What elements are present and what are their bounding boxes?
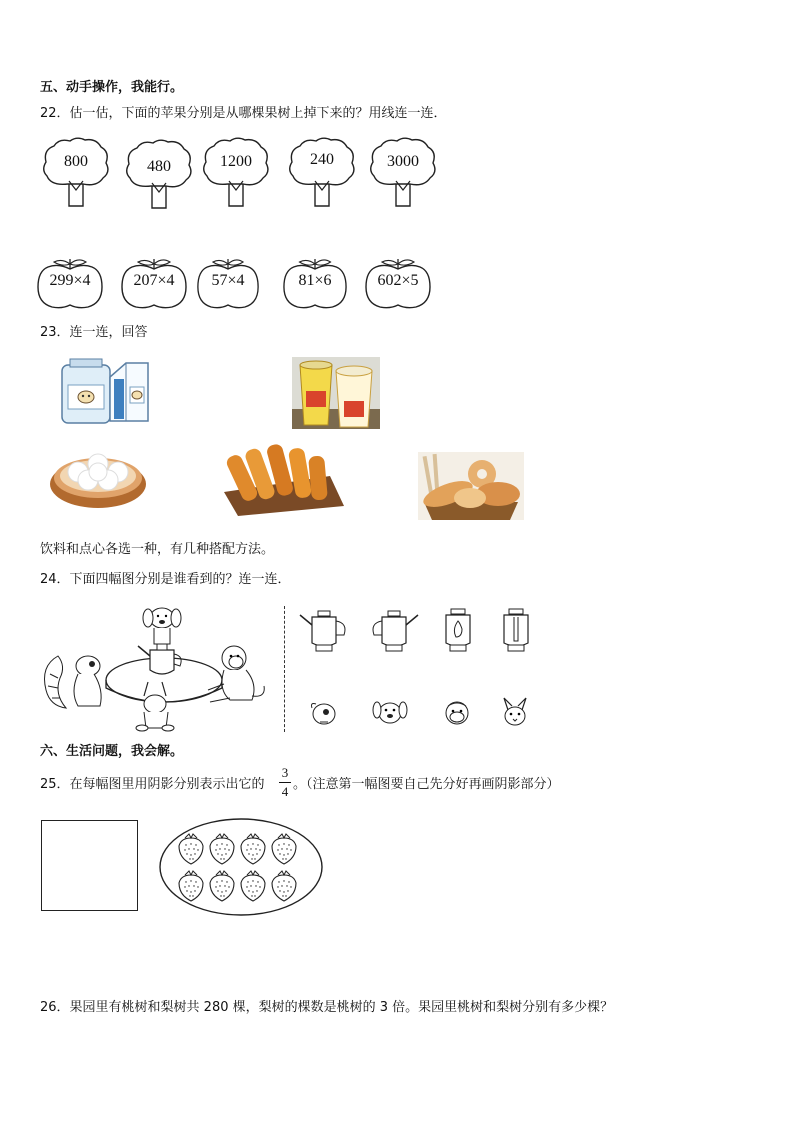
apple-label: 207×4 xyxy=(133,272,175,289)
tree-icon xyxy=(368,136,438,208)
drink-cups-image xyxy=(292,357,380,429)
tree-icon xyxy=(287,136,357,208)
teapot-view-4 xyxy=(498,607,534,653)
tree-2 xyxy=(124,138,194,210)
steamed-buns-image xyxy=(48,440,148,510)
question-23-text: 23．连一连，回答 xyxy=(40,325,148,340)
apple-label: 57×4 xyxy=(211,272,245,289)
fraction-denominator: 4 xyxy=(281,784,289,799)
apple-5 xyxy=(364,257,432,309)
tree-label: 800 xyxy=(64,153,88,170)
milk-cartons-image xyxy=(60,357,152,425)
tree-label: 1200 xyxy=(220,153,252,170)
fraction-numerator: 3 xyxy=(281,765,289,780)
tree-1 xyxy=(41,136,111,208)
tree-3 xyxy=(201,136,271,208)
dog-head-icon xyxy=(372,698,408,728)
question-24-text: 24．下面四幅图分别是谁看到的？连一连． xyxy=(40,572,291,587)
question-25-suffix: 。（注意第一幅图要自己先分好再画阴影部分） xyxy=(293,777,560,792)
tree-label: 480 xyxy=(147,158,171,175)
question-23-prompt: 饮料和点心各选一种，有几种搭配方法。 xyxy=(40,542,275,557)
animals-around-table-scene xyxy=(38,604,270,734)
section-6-title: 六、生活问题，我会解。 xyxy=(40,744,184,759)
apple-label: 299×4 xyxy=(49,272,91,289)
squirrel-figure xyxy=(45,656,102,708)
tree-5 xyxy=(368,136,438,208)
teapot-view-3 xyxy=(440,607,476,653)
square-shape[interactable] xyxy=(41,820,138,911)
tree-label: 240 xyxy=(310,151,334,168)
tree-label: 3000 xyxy=(387,153,419,170)
apple-4 xyxy=(282,257,348,309)
divider-dashed xyxy=(284,606,285,732)
rabbit-head-icon xyxy=(500,696,530,728)
bread-basket-image xyxy=(418,452,524,520)
apple-3 xyxy=(196,257,260,309)
apple-1 xyxy=(36,257,104,309)
fried-dough-sticks-image xyxy=(220,436,346,518)
fraction-bar xyxy=(279,782,291,783)
apple-label: 602×5 xyxy=(377,272,419,289)
tree-4 xyxy=(287,136,357,208)
apple-label: 81×6 xyxy=(298,272,332,289)
question-25-prefix: 25．在每幅图里用阴影分别表示出它的 xyxy=(40,777,265,792)
squirrel-head-icon xyxy=(308,698,338,728)
question-26-text: 26．果园里有桃树和梨树共 280 棵，梨树的棵数是桃树的 3 倍。果园里桃树和梨树分别有多少棵？ xyxy=(40,1000,614,1015)
dog-figure xyxy=(143,608,181,644)
teapot-view-1 xyxy=(298,609,350,653)
monkey-head-icon xyxy=(442,698,472,728)
section-5-title: 五、动手操作，我能行。 xyxy=(40,80,184,95)
strawberry-oval[interactable] xyxy=(158,817,324,917)
tree-icon xyxy=(201,136,271,208)
tree-icon xyxy=(41,136,111,208)
question-22-text: 22．估一估，下面的苹果分别是从哪棵果树上掉下来的？用线连一连． xyxy=(40,106,447,121)
teapot-view-2 xyxy=(368,609,420,653)
apple-2 xyxy=(120,257,188,309)
